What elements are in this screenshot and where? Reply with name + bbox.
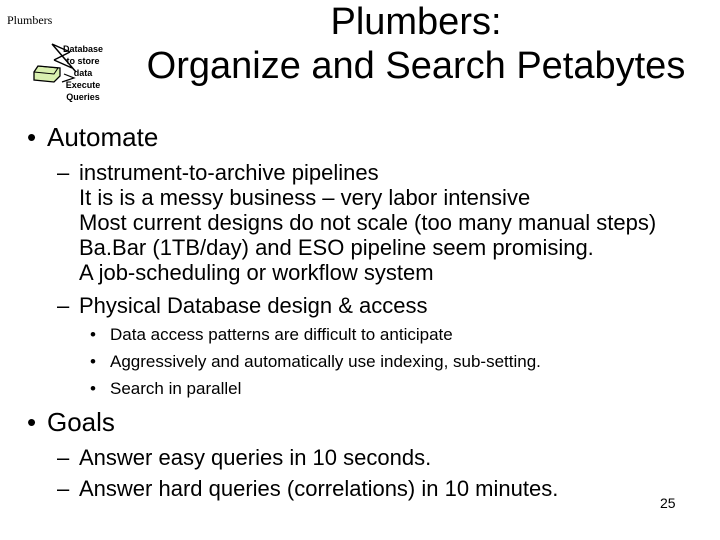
dash-marker: – (57, 445, 70, 470)
bullet-automate-label: Automate (47, 122, 159, 152)
database-item: • Search in parallel (90, 379, 242, 398)
bullet-marker: • (90, 352, 96, 371)
bullet-marker: • (90, 379, 96, 398)
title-line-1: Plumbers: (330, 1, 502, 43)
corner-label: Plumbers (7, 13, 53, 27)
bullet-marker: • (27, 407, 37, 437)
pipeline-line: Most current designs do not scale (too many manual steps) (79, 210, 657, 235)
dash-marker: – (57, 160, 70, 185)
dash-marker: – (57, 293, 70, 318)
sub-bullet-database-label: Physical Database design & access (79, 293, 428, 318)
database-item: • Aggressively and automatically use indexing, sub-setting. (90, 352, 541, 371)
logo-text: Database to store data Execute Queries (62, 44, 104, 102)
bullet-marker: • (90, 325, 96, 344)
database-item: • Data access patterns are difficult to anticipate (90, 325, 453, 344)
bullet-marker: • (27, 122, 37, 152)
pipeline-line: Ba.Bar (1TB/day) and ESO pipeline seem promising. (79, 235, 594, 260)
pipeline-line: A job-scheduling or workflow system (79, 260, 434, 285)
title-line-2: Organize and Search Petabytes (146, 45, 686, 87)
bullet-automate (27, 122, 158, 152)
bullet-goals (27, 407, 115, 437)
bullet-goals-label: Goals (47, 407, 115, 437)
page-number: 25 (660, 495, 676, 511)
pipeline-line: It is is a messy business – very labor intensive (79, 185, 531, 210)
sub-bullet-database (57, 294, 428, 318)
goal-item: – Answer hard queries (correlations) in 10 minutes. (57, 476, 559, 501)
sub-bullet-pipelines-label: instrument-to-archive pipelines (79, 160, 379, 185)
sub-bullet-pipelines (57, 161, 379, 185)
goal-item: – Answer easy queries in 10 seconds. (57, 445, 432, 470)
dash-marker: – (57, 476, 70, 501)
slide-title (120, 0, 712, 88)
